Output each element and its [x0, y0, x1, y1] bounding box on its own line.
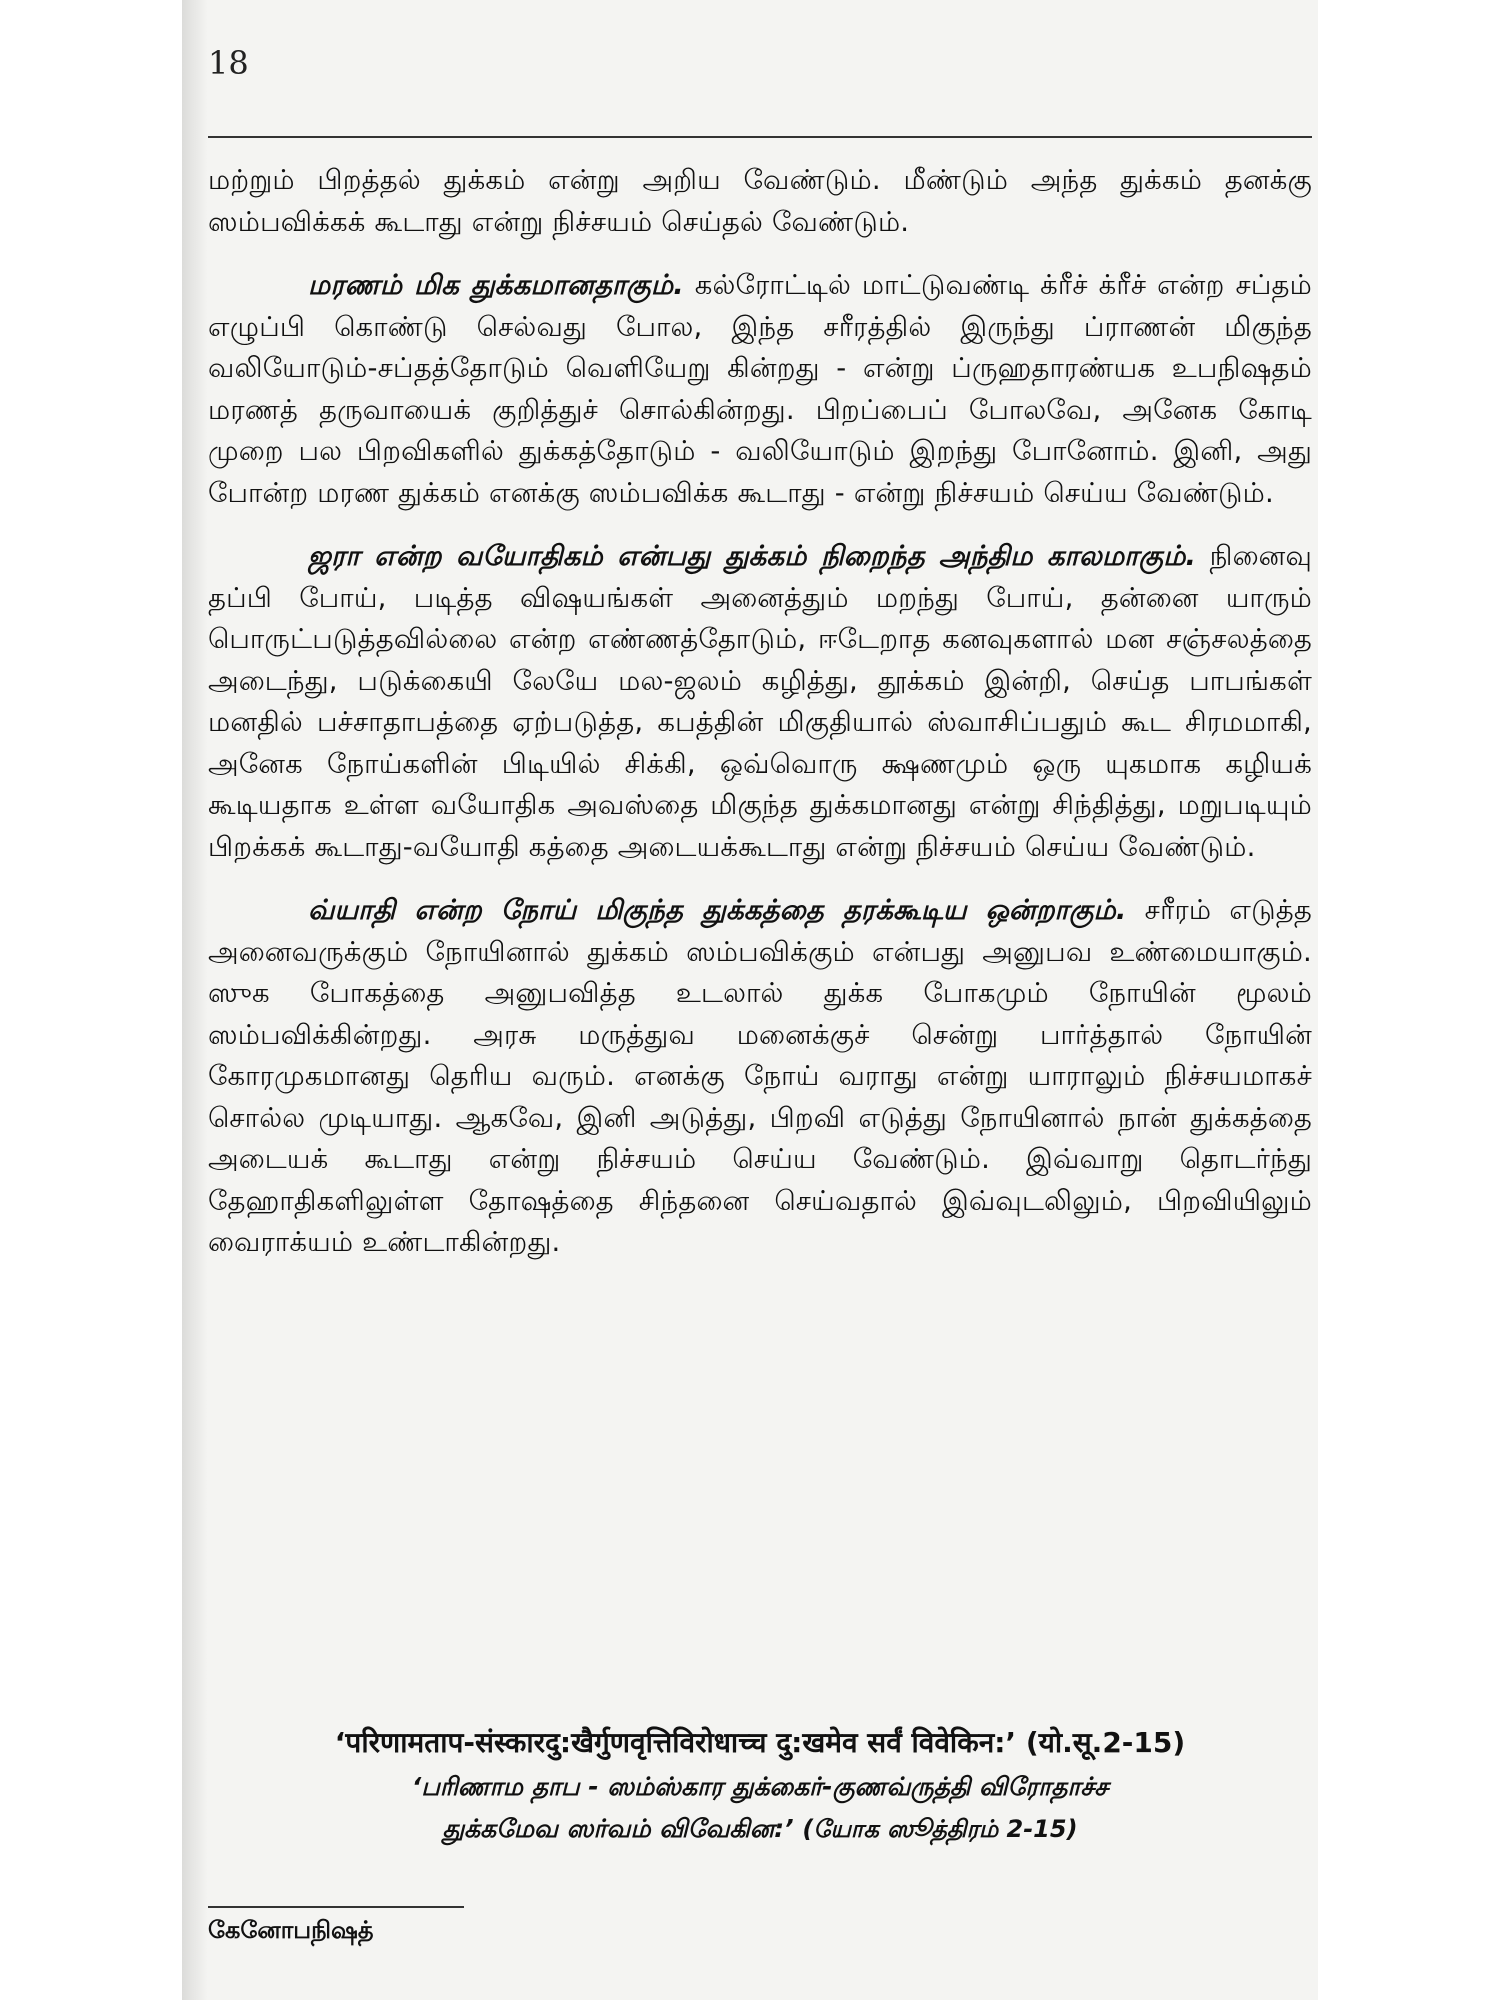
- tamil-transliteration-ref: (யோக ஸூத்திரம் 2-15): [802, 1815, 1078, 1843]
- binding-gutter: [182, 0, 208, 2000]
- paragraph-death-text: கல்ரோட்டில் மாட்டுவண்டி க்ரீச் க்ரீச் என்ற சப்தம் எழுப்பி கொண்டு செல்வது போல, இந்த சரீரத்தில் இருந்து ப்ராணன் மிகுந்த வலியோடும்-சப்தத்தோடும் வெளியேறு கின்றது - என்று ப்ருஹதாரண்யக உபநிஷதம் மரணத் தருவாயைக் குறித்துச் சொல்கின்றது. பிறப்பைப் போலவே, அனேக கோடி முறை பல பிறவிகளில் துக்கத்தோடும் - வலியோடும் இறந்து போனோம். இனி, அது போன்ற மரண துக்கம் எனக்கு ஸம்பவிக்க கூடாது - என்று நிச்சயம் செய்ய வேண்டும்.: [208, 269, 1312, 509]
- tamil-transliteration-line-1: ‘பரிணாம தாப - ஸம்ஸ்கார துக்கைர்-குணவ்ருத்தி விரோதாச்ச: [411, 1772, 1109, 1801]
- header-rule: [208, 136, 1312, 138]
- page-number: 18: [208, 44, 249, 82]
- yoga-sutra-quote: [208, 1720, 1312, 1850]
- sanskrit-verse: [208, 1720, 1312, 1766]
- paragraph-death-lead: மரணம் மிக துக்கமானதாகும்.: [308, 269, 684, 301]
- paragraph-old-age-text: நினைவு தப்பி போய், படித்த விஷயங்கள் அனைத்தும் மறந்து போய், தன்னை யாரும் பொருட்படுத்தவில்லை என்ற எண்ணத்தோடும், ஈடேறாத கனவுகளால் மன சஞ்சலத்தை அடைந்து, படுக்கையி லேயே மல-ஜலம் கழித்து, தூக்கம் இன்றி, செய்த பாபங்கள் மனதில் பச்சாதாபத்தை ஏற்படுத்த, கபத்தின் மிகுதியால் ஸ்வாசிப்பதும் கூட சிரமமாகி, அனேக நோய்களின் பிடியில் சிக்கி, ஒவ்வொரு க்ஷணமும் ஒரு யுகமாக கழியக் கூடியதாக உள்ள வயோதிக அவஸ்தை மிகுந்த துக்கமானது என்று சிந்தித்து, மறுபடியும் பிறக்கக் கூடாது-வயோதி கத்தை அடையக்கூடாது என்று நிச்சயம் செய்ய வேண்டும்.: [208, 540, 1312, 863]
- sanskrit-verse-text: ‘परिणामताप-संस्कारदु:खैर्गुणवृत्तिविरोधाच्च दु:खमेव सर्वं विवेकिन:’: [334, 1726, 1017, 1759]
- footer-book-title: கேனோபநிஷத்: [208, 1916, 374, 1944]
- tamil-transliteration-line-2: [208, 1808, 1312, 1850]
- paragraph-disease: [208, 890, 1312, 1264]
- body-text: [208, 160, 1312, 1264]
- paragraph-old-age-lead: ஜரா என்ற வயோதிகம் என்பது துக்கம் நிறைந்த அந்திம காலமாகும்.: [308, 540, 1197, 572]
- tamil-transliteration-text: துக்கமேவ ஸர்வம் விவேகின:’: [442, 1814, 794, 1843]
- paragraph-old-age: [208, 536, 1312, 868]
- paragraph-disease-lead: வ்யாதி என்ற நோய் மிகுந்த துக்கத்தை தரக்கூடிய ஒன்றாகும்.: [308, 894, 1127, 926]
- sanskrit-verse-ref: (यो.सू.2-15): [1025, 1726, 1186, 1759]
- paragraph-continuation: மற்றும் பிறத்தல் துக்கம் என்று அறிய வேண்டும். மீண்டும் அந்த துக்கம் தனக்கு ஸம்பவிக்கக் கூடாது என்று நிச்சயம் செய்தல் வேண்டும்.: [208, 164, 1312, 238]
- paragraph-death: [208, 265, 1312, 514]
- footer-rule: [208, 1906, 464, 1908]
- paragraph-disease-text: சரீரம் எடுத்த அனைவருக்கும் நோயினால் துக்கம் ஸம்பவிக்கும் என்பது அனுபவ உண்மையாகும். ஸுக போகத்தை அனுபவித்த உடலால் துக்க போகமும் நோயின் மூலம் ஸம்பவிக்கின்றது. அரசு மருத்துவ மனைக்குச் சென்று பார்த்தால் நோயின் கோரமுகமானது தெரிய வரும். எனக்கு நோய் வராது என்று யாராலும் நிச்சயமாகச் சொல்ல முடியாது. ஆகவே, இனி அடுத்து, பிறவி எடுத்து நோயினால் நான் துக்கத்தை அடையக் கூடாது என்று நிச்சயம் செய்ய வேண்டும். இவ்வாறு தொடர்ந்து தேஹாதிகளிலுள்ள தோஷத்தை சிந்தனை செய்வதால் இவ்வுடலிலும், பிறவியிலும் வைராக்யம் உண்டாகின்றது.: [208, 894, 1312, 1258]
